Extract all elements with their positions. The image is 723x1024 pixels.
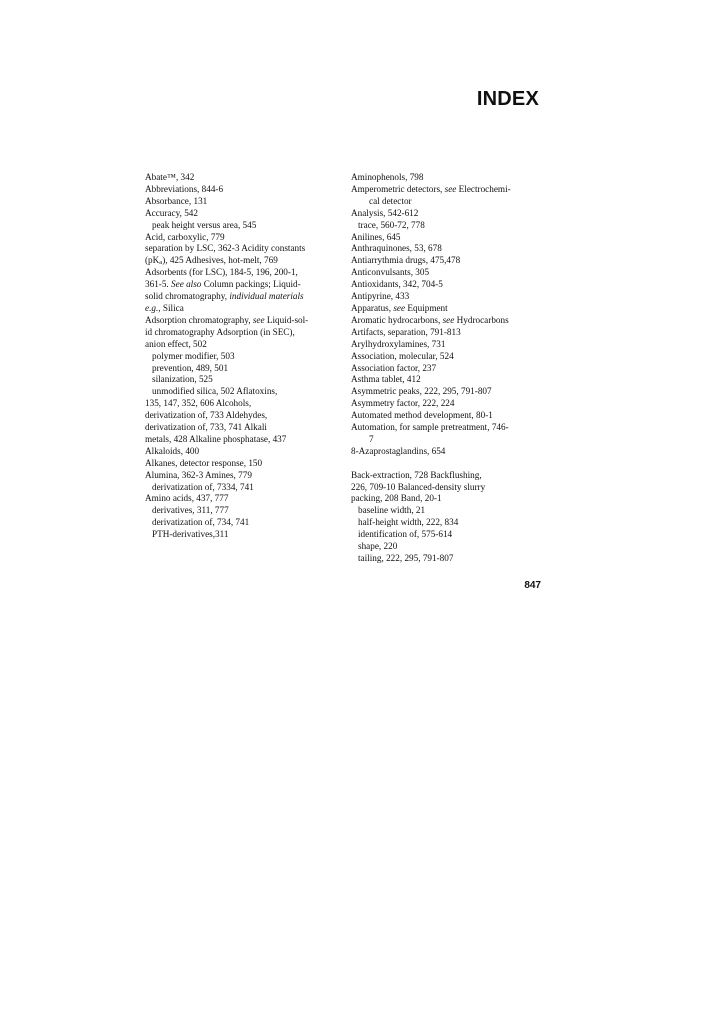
index-subscript-text: a [159,259,163,267]
index-text: separation by LSC, 362-3 Acidity constants [145,243,306,254]
index-entry-line [351,351,547,363]
index-text: Column packings; Liquid- [201,279,301,290]
index-text: Antiarrythmia drugs, 475,478 [351,255,461,266]
index-subentry-line [145,529,335,541]
index-text: id chromatography Adsorption (in SEC), [145,326,295,337]
index-subentry-line [351,529,547,541]
index-text: Apparatus, [351,302,394,313]
index-entry-line [145,434,335,446]
index-text: Arylhydroxylamines, 731 [351,338,446,349]
index-entry-line [145,196,335,208]
index-text: Alkanes, detector response, 150 [145,457,263,468]
index-text: Automation, for sample pretreatment, 746- [351,422,509,433]
index-text: 7 [369,433,374,444]
index-text: Electrochemi- [456,183,511,194]
index-entry-line [351,374,547,386]
index-text: Acid, carboxylic, 779 [145,231,225,242]
index-entry-line [351,422,547,434]
index-text: Aminophenols, 798 [351,172,424,182]
index-entry-line [145,327,335,339]
index-subentry-line [145,220,335,232]
index-text: metals, 428 Alkaline phosphatase, 437 [145,433,287,444]
index-text: shape, 220 [358,541,398,552]
index-entry-line [351,184,547,196]
index-text: Association, molecular, 524 [351,350,454,361]
index-text: Amperometric detectors, [351,183,445,194]
index-entry-line [145,232,335,244]
index-entry-line [351,470,547,482]
index-entry-line [351,315,547,327]
index-text: Hydrocarbons [454,314,509,325]
index-text: Antioxidants, 342, 704-5 [351,279,443,290]
index-entry-line [351,386,547,398]
index-entry-line [351,303,547,315]
index-text: Asthma tablet, 412 [351,374,421,385]
index-column-right [351,172,547,565]
index-entry-line [145,303,335,315]
index-subentry-line [351,196,547,208]
index-text: peak height versus area, 545 [152,219,257,230]
index-entry-line [145,172,335,184]
index-text: half-height width, 222, 834 [358,517,459,528]
index-subentry-line [145,351,335,363]
index-subentry-line [351,553,547,565]
index-text: 361-5. [145,279,172,290]
index-text: Antipyrine, 433 [351,291,410,302]
index-text: Analysis, 542-612 [351,207,419,218]
index-text: Anilines, 645 [351,231,401,242]
index-italic-text: see [444,183,457,194]
index-subentry-line [351,434,547,446]
index-text: identification of, 575-614 [358,529,453,540]
index-italic-text: See also [171,279,202,290]
index-text: derivatization of, 733, 741 Alkali [145,422,267,433]
index-entry-line [351,255,547,267]
index-text: prevention, 489, 501 [152,362,229,373]
index-subentry-line [145,505,335,517]
index-entry-line [145,243,335,255]
index-text: Anticonvulsants, 305 [351,267,430,278]
index-text: Equipment [405,302,448,313]
index-text: Amino acids, 437, 777 [145,493,229,504]
index-entry-line [351,493,547,505]
index-text: derivatization of, 7334, 741 [152,481,254,492]
index-entry-line [145,398,335,410]
index-text: Adsorbents (for LSC), 184-5, 196, 200-1, [145,267,298,278]
index-text: Aromatic hydrocarbons, [351,314,443,325]
index-text: Abbreviations, 844-6 [145,183,224,194]
index-entry-line [351,243,547,255]
index-text: packing, 208 Band, 20-1 [351,493,442,504]
page-title: INDEX [476,88,539,110]
index-entry-line [351,279,547,291]
index-entry-line [351,208,547,220]
index-text: baseline width, 21 [358,505,426,516]
index-entry-line [145,267,335,279]
index-entry-line [145,470,335,482]
index-entry-line [145,422,335,434]
index-entry-line [145,315,335,327]
index-text: Accuracy, 542 [145,207,198,218]
index-text: unmodified silica, 502 Aflatoxins, [152,386,278,397]
index-entry-line [145,410,335,422]
index-text: tailing, 222, 295, 791-807 [358,552,454,563]
index-text: Back-extraction, 728 Backflushing, [351,469,482,480]
index-text: trace, 560-72, 778 [358,219,425,230]
index-entry-line [351,398,547,410]
index-entry-line [145,291,335,303]
index-text: anion effect, 502 [145,338,207,349]
section-gap [351,458,547,470]
index-entry-line [351,232,547,244]
index-text: derivatives, 311, 777 [152,505,229,516]
index-entry-line [145,279,335,291]
index-italic-text: see [393,302,406,313]
index-entry-line [351,446,547,458]
index-text: 8-Azaprostaglandins, 654 [351,445,446,456]
index-text: derivatization of, 734, 741 [152,517,250,528]
index-entry-line [351,172,547,184]
index-text: Silica [160,302,184,313]
index-entry-line [145,208,335,220]
index-text: 226, 709-10 Balanced-density slurry [351,481,486,492]
index-entry-line [145,255,335,267]
index-text: cal detector [369,195,412,206]
page-number: 847 [524,580,541,591]
index-text: Asymmetry factor, 222, 224 [351,398,455,409]
index-subentry-line [145,386,335,398]
index-italic-text: see [442,314,455,325]
index-text: 135, 147, 352, 606 Alcohols, [145,398,252,409]
index-text: Liquid-sol- [264,314,309,325]
index-entry-line [351,291,547,303]
index-text: Abate™, 342 [145,172,195,182]
index-entry-line [351,410,547,422]
index-subentry-line [351,220,547,232]
index-text: Anthraquinones, 53, 678 [351,243,442,254]
index-entry-line [351,482,547,494]
index-text: (pK [145,255,160,266]
index-italic-text: see [252,314,265,325]
index-entry-line [351,339,547,351]
index-text: Automated method development, 80-1 [351,410,493,421]
index-text: Asymmetric peaks, 222, 295, 791-807 [351,386,492,397]
index-text: Adsorption chromatography, [145,314,253,325]
index-text: silanization, 525 [152,374,213,385]
index-entry-line [145,493,335,505]
index-text: ), 425 Adhesives, hot-melt, 769 [162,255,278,266]
index-text: Absorbance, 131 [145,195,208,206]
index-text: Alkaloids, 400 [145,445,200,456]
index-subentry-line [145,363,335,375]
index-text: solid chromatography, [145,291,230,302]
index-italic-text: individual materials [229,291,304,302]
index-entry-line [145,446,335,458]
index-text: Alumina, 362-3 Amines, 779 [145,469,252,480]
index-subentry-line [351,517,547,529]
index-text: polymer modifier, 503 [152,350,235,361]
index-entry-line [351,327,547,339]
index-text: Artifacts, separation, 791-813 [351,326,461,337]
index-entry-line [145,339,335,351]
index-subentry-line [351,505,547,517]
index-text: derivatization of, 733 Aldehydes, [145,410,268,421]
index-entry-line [351,363,547,375]
index-subentry-line [351,541,547,553]
index-entry-line [145,458,335,470]
index-subentry-line [145,374,335,386]
index-entry-line [145,184,335,196]
index-text: PTH-derivatives,311 [152,529,229,540]
index-subentry-line [145,517,335,529]
index-column-left [145,172,335,541]
index-text: Association factor, 237 [351,362,437,373]
index-entry-line [351,267,547,279]
index-italic-text: e.g., [145,302,161,313]
index-subentry-line [145,482,335,494]
